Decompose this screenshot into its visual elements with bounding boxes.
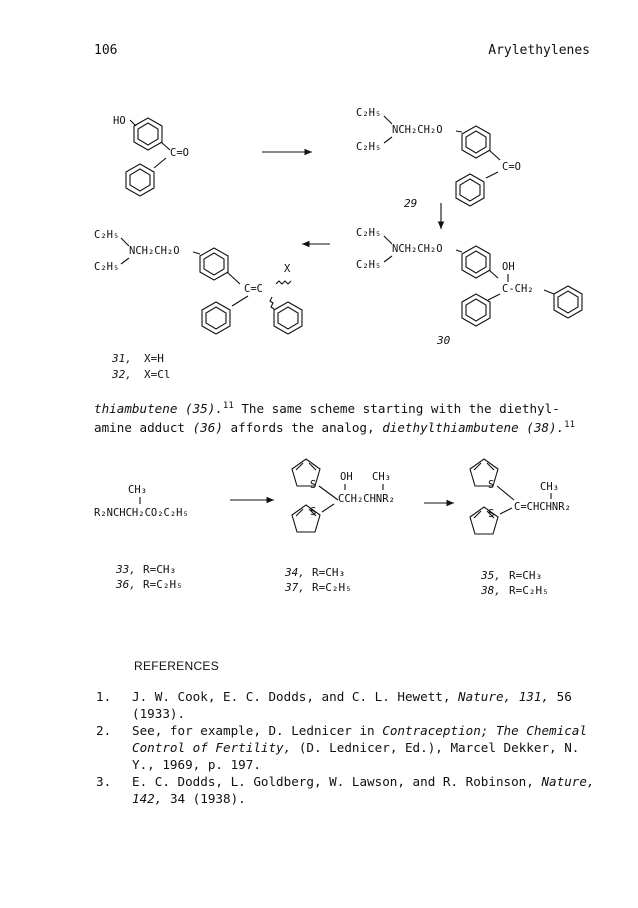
ethyl-label: C₂H₅ [356,107,382,119]
compound-sub-31: X=H [144,352,164,365]
compound-35-38 [470,459,571,534]
compound-ref: (36) [192,420,223,436]
sulfur-label: S [488,508,495,520]
ethyl-label: C₂H₅ [94,261,120,273]
compound-label-33: 33, [116,563,136,576]
reference-item [94,722,604,773]
chain-label: NCH₂CH₂O [392,124,443,136]
ethyl-label: C₂H₅ [356,259,382,271]
reference-authors: See, for example, D. Lednicer in [132,723,375,738]
body-paragraph [94,398,594,436]
reference-journal: Nature, 142, [132,774,595,806]
sulfur-label: S [488,479,495,491]
chain-label: NCH₂CH₂O [392,243,443,255]
running-head: Arylethylenes [488,43,590,58]
ethyl-label: C₂H₅ [356,141,382,153]
double-bond-label: C=C [244,283,263,295]
carbonyl-label: C=O [170,147,189,159]
references-heading: REFERENCES [134,659,220,673]
compound-name: thiambutene (35). [94,401,223,417]
substituent-x-label: X [284,263,291,275]
reference-authors: J. W. Cook, E. C. Dodds, and C. L. Hewett, [132,689,451,704]
compound-34-37 [292,459,395,532]
page-number: 106 [94,43,118,58]
chain-label: NCH₂CH₂O [129,245,180,257]
compound-label-32: 32, [112,368,132,381]
reference-authors: E. C. Dodds, L. Goldberg, W. Lawson, and R. Robinson, [132,774,534,789]
compound-label-31: 31, [112,352,132,365]
body-text-span: The same scheme starting with the diethyl- [241,401,560,417]
sulfur-label: S [310,506,317,518]
ethyl-label: C₂H₅ [94,229,120,241]
reference-number: 2. [96,723,112,738]
compound-33-36 [94,484,189,519]
compound-sub-32: X=Cl [144,368,171,381]
hydroxyl-label: OH [340,471,353,483]
reference-journal: Nature, 131, [458,689,550,704]
reference-journal: Contraception; The Chemical Control of Fertility, [132,723,587,755]
compound-sub-33: R=CH₃ [143,563,177,576]
sulfur-label: S [310,479,317,491]
compound-sub-35: R=CH₃ [509,569,543,582]
compound-label-36: 36, [116,578,136,591]
compound-sub-37: R=C₂H₅ [312,581,352,594]
compound-sub-34: R=CH₃ [312,566,346,579]
compound-label-37: 37, [285,581,305,594]
compound-31-32 [94,229,302,334]
ester-label: R₂NCHCH₂CO₂C₂H₅ [94,507,189,519]
body-text-span: amine adduct [94,420,185,436]
reference-item [94,688,604,722]
ethyl-label: C₂H₅ [356,227,382,239]
compound-label-35: 35, [481,569,501,582]
reference-tail: (D. Lednicer, Ed.), Marcel Dekker, N. Y., 1969, p. 197. [132,740,580,772]
reference-tail: 56 (1933). [132,689,572,721]
compound-name: diethylthiambutene (38). [382,420,565,436]
carbon-label: C-CH₂ [502,283,534,295]
compound-29 [356,107,521,210]
methyl-label: CH₃ [540,481,559,493]
compound-sub-38: R=C₂H₅ [509,584,549,597]
hydroxyl-label: OH [502,261,515,273]
reference-number: 1. [96,689,112,704]
methyl-label: CH₃ [372,471,391,483]
compound-label-29: 29 [404,197,418,210]
compound-30 [356,227,582,347]
reference-item [94,773,604,807]
reference-number: 3. [96,774,112,789]
chain-label: CCH₂CHNR₂ [338,493,395,505]
carbonyl-label: C=O [502,161,521,173]
compound-4-hydroxybenzophenone [113,115,189,196]
reference-tail: 34 (1938). [169,791,246,806]
compound-label-38: 38, [481,584,501,597]
hydroxy-label: HO [113,115,126,127]
compound-label-34: 34, [285,566,305,579]
citation: 11 [222,401,234,411]
citation: 11 [564,420,576,431]
compound-sub-36: R=C₂H₅ [143,578,183,591]
compound-label-30: 30 [437,334,451,347]
body-text-span: affords the analog, [230,420,375,436]
chain-label: C=CHCHNR₂ [514,501,571,513]
methyl-label: CH₃ [128,484,147,496]
